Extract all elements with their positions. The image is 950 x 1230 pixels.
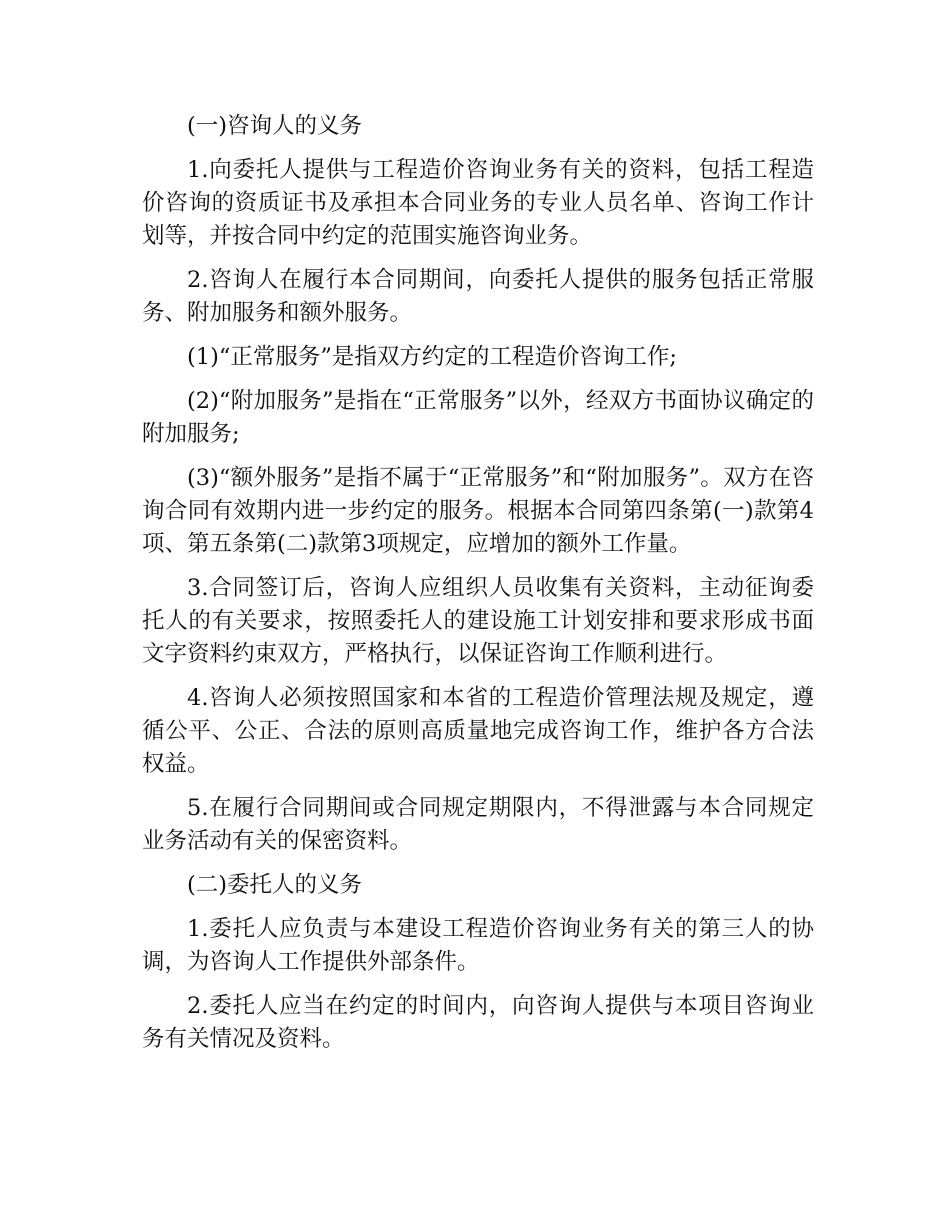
paragraph-item-3: 3.合同签订后，咨询人应组织人员收集有关资料，主动征询委托人的有关要求，按照委托人的建设施工计划安排和要求形成书面文字资料约束双方，严格执行，以保证咨询工作顺利进行。 [142,575,814,667]
paragraph-subitem-1: (1)“正常服务”是指双方约定的工程造价咨询工作; [187,344,677,370]
section-heading-consultant-obligations: (一)咨询人的义务 [187,113,363,139]
paragraph-subitem-2: (2)“附加服务”是指在“正常服务”以外，经双方书面协议确定的附加服务; [142,388,814,447]
document-page [142,110,814,1067]
paragraph-item-4: 4.咨询人必须按照国家和本省的工程造价管理法规及规定，遵循公平、公正、合法的原则高质量地完成咨询工作，维护各方合法权益。 [142,685,814,777]
paragraph-subitem-3: (3)“额外服务”是指不属于“正常服务”和“附加服务”。双方在咨询合同有效期内进一步约定的服务。根据本合同第四条第(一)款第4项、第五条第(二)款第3项规定，应增加的额外工作量。 [142,465,814,557]
section-heading-client-obligations: (二)委托人的义务 [187,872,363,898]
paragraph-client-item-2: 2.委托人应当在约定的时间内，向咨询人提供与本项目咨询业务有关情况及资料。 [142,993,814,1052]
paragraph-item-1: 1.向委托人提供与工程造价咨询业务有关的资料，包括工程造价咨询的资质证书及承担本合同业务的专业人员名单、咨询工作计划等，并按合同中约定的范围实施咨询业务。 [142,157,814,249]
paragraph-item-5: 5.在履行合同期间或合同规定期限内，不得泄露与本合同规定业务活动有关的保密资料。 [142,795,814,854]
paragraph-client-item-1: 1.委托人应负责与本建设工程造价咨询业务有关的第三人的协调，为咨询人工作提供外部条件。 [142,916,814,975]
paragraph-item-2: 2.咨询人在履行本合同期间，向委托人提供的服务包括正常服务、附加服务和额外服务。 [142,267,814,326]
